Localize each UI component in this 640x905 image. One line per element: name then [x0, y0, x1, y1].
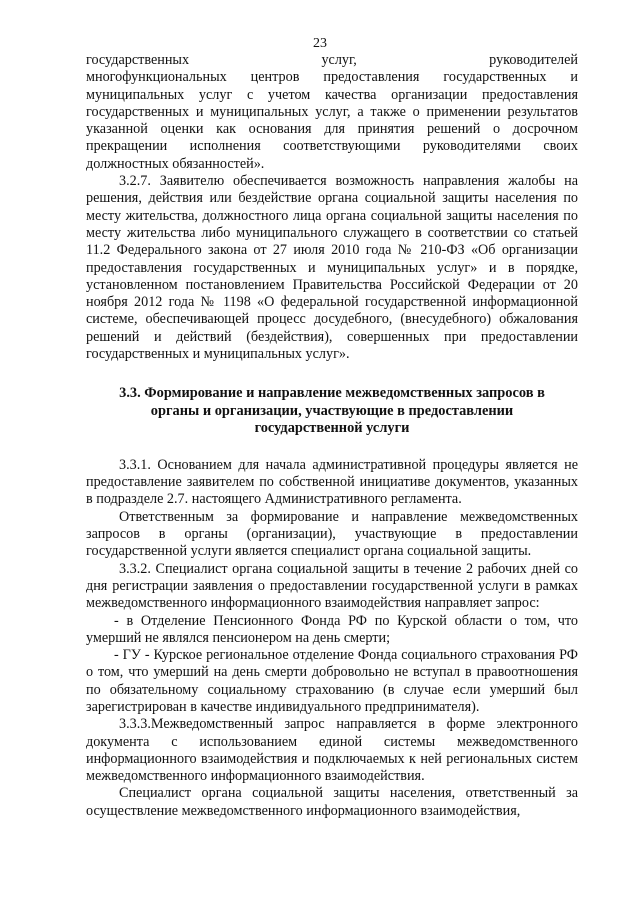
first-line	[86, 52, 578, 69]
paragraph-3-3-3: 3.3.3.Межведомственный запрос направляется в форме электронного документа с использованием единой системы межведомственного информационного взаимодействия и подключаемых к ней региональных систем межведомственного информационного взаимодействия.	[86, 716, 578, 785]
first-line-word: руководителей	[489, 52, 578, 68]
paragraph-continuation: многофункциональных центров предоставления государственных и муниципальных услуг с учетом качества организации предоставления государственных и муниципальных услуг, а также о применении результатов указанной оценки как основания для принятия решений о досрочном прекращении исполнения соответствующими руководителями своих должностных обязанностей».	[86, 69, 578, 172]
list-item: - в Отделение Пенсионного Фонда РФ по Курской области о том, что умерший не являлся пенсионером на день смерти;	[86, 612, 578, 646]
section-heading-line: 3.3. Формирование и направление межведомственных запросов в	[119, 385, 545, 402]
section-heading	[86, 385, 578, 438]
first-line-word: услуг,	[321, 52, 357, 68]
paragraph-3-2-7: 3.2.7. Заявителю обеспечивается возможность направления жалобы на решения, действия или бездействие органа социальной защиты населения по месту жительства, должностного лица органа социальной защиты населения по месту жительства либо муниципального служащего в соответствии со статьей 11.2 Федерального закона от 27 июля 2010 года № 210-ФЗ «Об организации предоставления государственных и муниципальных услуг» и в порядке, установленном постановлением Правительства Российской Федерации от 20 ноября 2012 года № 1198 «О федеральной государственной информационной системе, обеспечивающей процесс досудебного, (внесудебного) обжалования решений и действий (бездействия), совершенных при предоставлении государственных и муниципальных услуг».	[86, 173, 578, 363]
document-body	[86, 52, 578, 820]
section-heading-line: государственной услуги	[254, 420, 410, 437]
section-heading-line: органы и организации, участвующие в предоставлении	[150, 402, 514, 419]
list-item: - ГУ - Курское региональное отделение Фонда социального страхования РФ о том, что умерший на день смерти добровольно не вступал в правоотношения по обязательному социальному страхованию (в случае если умерший был зарегистрирован в качестве индивидуального предпринимателя).	[86, 647, 578, 715]
page-number: 23	[313, 36, 327, 51]
paragraph-3-3-1: 3.3.1. Основанием для начала административной процедуры является не предоставление заявителем по собственной инициативе документов, указанных в подразделе 2.7. настоящего Административного регламента.	[86, 456, 578, 508]
paragraph-3-3-2: 3.3.2. Специалист органа социальной защиты в течение 2 рабочих дней со дня регистрации заявления о предоставлении государственной услуги в рамках межведомственного информационного взаимодействия направляет запрос:	[86, 560, 578, 612]
first-line-word: государственных	[86, 52, 190, 68]
paragraph-responsible: Ответственным за формирование и направление межведомственных запросов в органы (организации), участвующие в предоставлении государственной услуги является специалист органа социальной защиты.	[86, 508, 578, 560]
paragraph-specialist: Специалист органа социальной защиты населения, ответственный за осуществление межведомственного информационного взаимодействия,	[86, 785, 578, 819]
